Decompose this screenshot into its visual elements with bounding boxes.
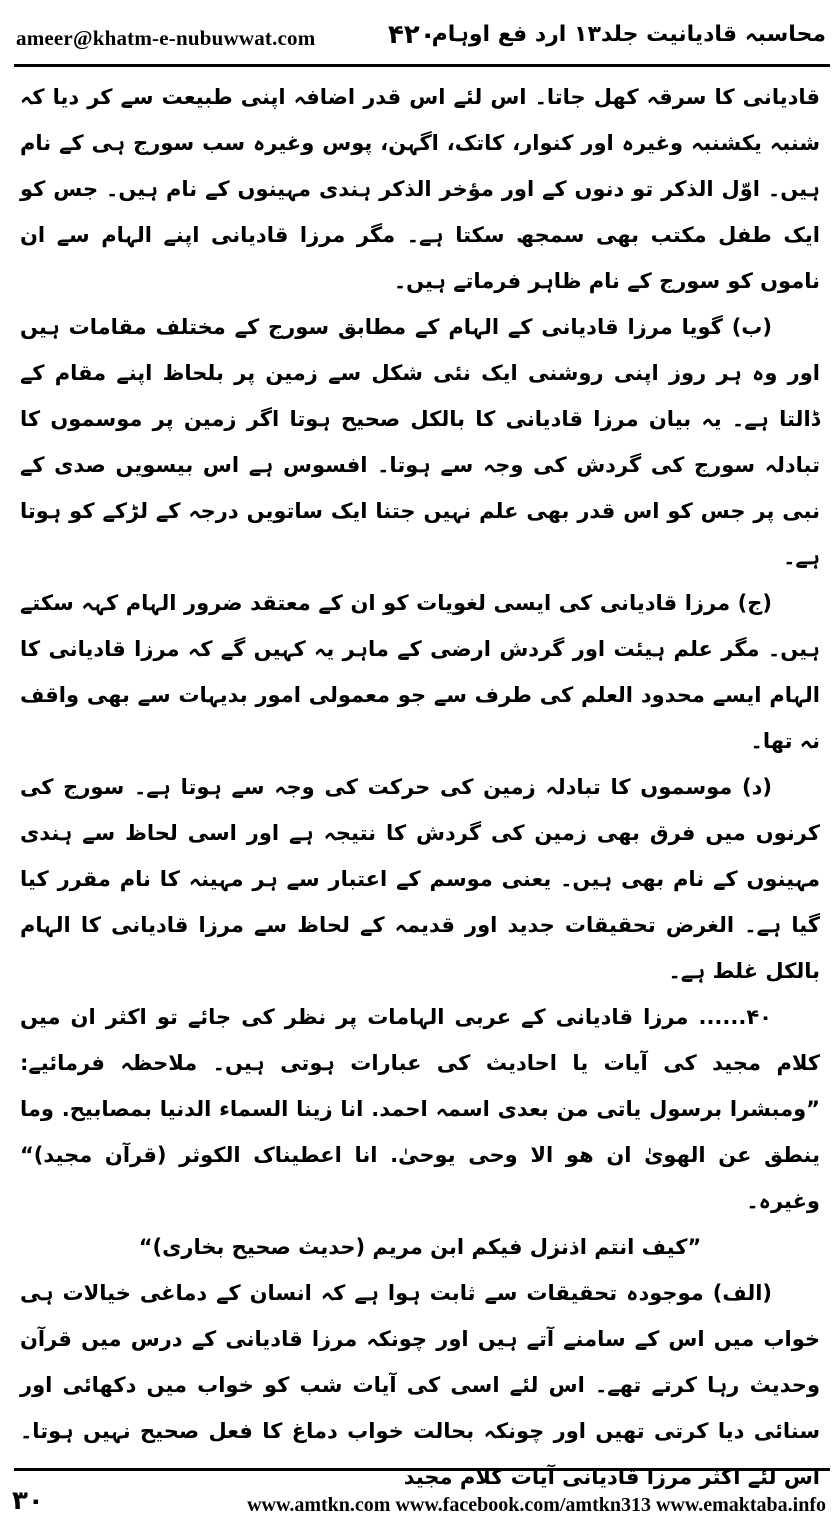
footer-links: www.amtkn.com www.facebook.com/amtkn313 www.emaktaba.info: [247, 1494, 826, 1516]
header-rule: [14, 64, 830, 67]
page-body: [20, 74, 821, 1489]
header-page-number: ۴۲۰: [388, 20, 436, 50]
page-header: [0, 0, 840, 70]
hadith-quote: ”کیف انتم اذنزل فیکم ابن مریم (حدیث صحیح بخاری)“: [138, 1235, 702, 1259]
header-book-title: محاسبہ قادیانیت جلد۱۳ ارد فع اوہام: [431, 22, 826, 47]
paragraph-intro: قادیانی کا سرقہ کھل جاتا۔ اس لئے اس قدر اضافہ اپنی طبیعت سے کر دیا کہ شنبہ یکشنبہ وغیرہ اور کنوار، کاتک، اگہن، پوس وغیرہ سب سورج ہی کے نام ہیں۔ اوّل الذکر تو دنوں کے اور مؤخر الذکر ہندی مہینوں کے نام ہیں۔ جس کو ایک طفل مکتب بھی سمجھ سکتا ہے۔ مگر مرزا قادیانی اپنے الہام سے ان ناموں کو سورج کے نام ظاہر فرماتے ہیں۔: [20, 85, 820, 293]
footer-page-number: ۳۰: [12, 1486, 44, 1516]
paragraph-d: (د) موسموں کا تبادلہ زمین کی حرکت کی وجہ سے ہوتا ہے۔ سورج کی کرنوں میں فرق بھی زمین کی گردش کا نتیجہ ہے اور اسی لحاظ سے ہندی مہینوں کے نام بھی ہیں۔ یعنی موسم کے اعتبار سے ہر مہینہ کا نام مقرر کیا گیا ہے۔ الغرض تحقیقات جدید اور قدیمہ کے لحاظ سے مرزا قادیانی کا الہام بالکل غلط ہے۔: [20, 775, 820, 983]
paragraph-40: ۴۰...... مرزا قادیانی کے عربی الہامات پر نظر کی جائے تو اکثر ان میں کلام مجید کی آیات یا احادیث کی عبارات ہوتی ہیں۔ ملاحظہ فرمائیے: ”ومبشرا برسول یاتی من بعدی اسمہ احمد. انا زینا السماء الدنیا بمصابیح. وما ینطق عن الھویٰ ان ھو الا وحی یوحیٰ. انا اعطیناک الکوثر (قرآن مجید)“ وغیرہ۔: [20, 1005, 820, 1213]
header-email: ameer@khatm-e-nubuwwat.com: [16, 26, 316, 50]
footer-rule: [14, 1468, 830, 1471]
paragraph-b: (ب) گویا مرزا قادیانی کے الہام کے مطابق سورج کے مختلف مقامات ہیں اور وہ ہر روز اپنی روشنی ایک نئی شکل سے زمین پر بلحاظ اپنے مقام کے ڈالتا ہے۔ یہ بیان مرزا قادیانی کا بالکل صحیح ہوتا اگر زمین پر موسموں کا تبادلہ سورج کی گردش کی وجہ سے ہوتا۔ افسوس ہے اس بیسویں صدی کے نبی پر جس کو اس قدر بھی علم نہیں جتنا ایک ساتویں درجہ کے لڑکے کو ہوتا ہے۔: [20, 315, 821, 569]
paragraph-alif: (الف) موجودہ تحقیقات سے ثابت ہوا ہے کہ انسان کے دماغی خیالات ہی خواب میں اس کے سامنے آتے ہیں اور چونکہ مرزا قادیانی کے درس میں قرآن وحدیث رہا کرتے تھے۔ اس لئے اسی کی آیات شب کو خواب میں دکھائی اور سنائی دیا کرتی تھیں اور چونکہ بحالت خواب دماغ کا فعل صحیح نہیں ہوتا۔ اس لئے اکثر مرزا قادیانی آیات کلام مجید: [20, 1281, 820, 1489]
paragraph-j: (ج) مرزا قادیانی کی ایسی لغویات کو ان کے معتقد ضرور الہام کہہ سکتے ہیں۔ مگر علم ہیئت اور گردش ارضی کے ماہر یہ کہیں گے کہ مرزا قادیانی کا الہام ایسے محدود العلم کی طرف سے جو معمولی امور بدیہات سے بھی واقف نہ تھا۔: [20, 591, 820, 753]
page-footer: [0, 1468, 840, 1540]
